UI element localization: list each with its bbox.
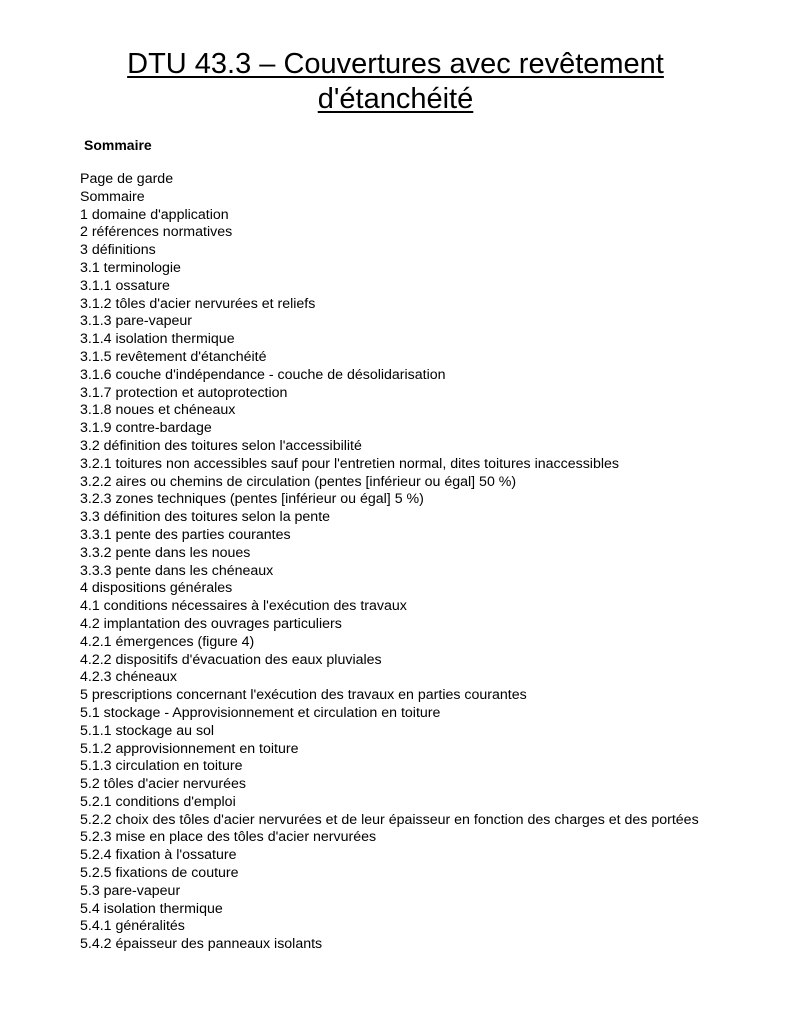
- toc-entry: Page de garde: [80, 171, 174, 187]
- toc-entry: 3.3.2 pente dans les noues: [80, 544, 251, 561]
- toc-entry: 5.2.3 mise en place des tôles d'acier nervurées: [80, 829, 377, 846]
- toc-entry: 5.4.2 épaisseur des panneaux isolants: [80, 936, 323, 953]
- toc-entry: 3.1.1 ossature: [80, 277, 170, 294]
- toc-entry: 4.2.1 émergences (figure 4): [80, 633, 255, 650]
- toc-entry: 3.1.9 contre-bardage: [80, 420, 212, 437]
- toc-entry: 5.1.2 approvisionnement en toiture: [80, 740, 299, 757]
- toc-entry: 3.3 définition des toitures selon la pente: [80, 509, 331, 526]
- toc-entry: 3.1.8 noues et chéneaux: [80, 402, 236, 419]
- toc-entry: 4.2.2 dispositifs d'évacuation des eaux pluviales: [80, 651, 382, 668]
- toc-entry: 4.2.3 chéneaux: [80, 669, 178, 686]
- toc-entry: 5.4.1 généralités: [80, 918, 185, 935]
- toc-entry: 3.2 définition des toitures selon l'accessibilité: [80, 437, 362, 454]
- toc-entry: 4 dispositions générales: [80, 580, 233, 597]
- toc-entry: 5.2.1 conditions d'emploi: [80, 793, 236, 810]
- table-of-contents: [80, 171, 730, 954]
- toc-entry: 3.1.4 isolation thermique: [80, 331, 235, 348]
- toc-entry: 5.3 pare-vapeur: [80, 882, 181, 899]
- document-title-line-2: d'étanchéité: [317, 83, 474, 115]
- toc-entry: 3.2.2 aires ou chemins de circulation (pentes [inférieur ou égal] 50 %): [80, 473, 517, 490]
- toc-entry: 3.1.6 couche d'indépendance - couche de désolidarisation: [80, 366, 446, 383]
- toc-entry: 3.3.3 pente dans les chéneaux: [80, 562, 274, 579]
- toc-entry: 2 références normatives: [80, 224, 233, 241]
- toc-entry: 3.1.2 tôles d'acier nervurées et reliefs: [80, 295, 316, 312]
- toc-entry: 3.3.1 pente des parties courantes: [80, 526, 291, 543]
- toc-entry: Sommaire: [80, 188, 145, 205]
- summary-heading: Sommaire: [84, 137, 152, 153]
- toc-entry: 3.1.3 pare-vapeur: [80, 313, 192, 330]
- toc-entry: 5 prescriptions concernant l'exécution des travaux en parties courantes: [80, 687, 527, 704]
- toc-entry: 5.2 tôles d'acier nervurées: [80, 776, 246, 793]
- toc-entry: 4.1 conditions nécessaires à l'exécution des travaux: [80, 598, 407, 615]
- toc-entry: 3.1.7 protection et autoprotection: [80, 384, 288, 401]
- toc-entry: 3.1 terminologie: [80, 259, 181, 276]
- toc-entry: 5.1.3 circulation en toiture: [80, 758, 243, 775]
- toc-entry: 4.2 implantation des ouvrages particuliers: [80, 615, 342, 632]
- toc-entry: 5.1 stockage - Approvisionnement et circulation en toiture: [80, 704, 441, 721]
- toc-entry: 5.2.5 fixations de couture: [80, 865, 239, 882]
- toc-entry: 3.1.5 revêtement d'étanchéité: [80, 348, 267, 365]
- toc-entry: 5.4 isolation thermique: [80, 900, 223, 917]
- toc-entry: 3.2.1 toitures non accessibles sauf pour l'entretien normal, dites toitures inaccessibles: [80, 455, 619, 472]
- toc-entry: 3 définitions: [80, 242, 156, 259]
- toc-entry: 5.1.1 stockage au sol: [80, 722, 215, 739]
- document-title-line-1: DTU 43.3 – Couvertures avec revêtement: [127, 48, 664, 80]
- toc-entry: 1 domaine d'application: [80, 206, 229, 223]
- toc-entry: 3.2.3 zones techniques (pentes [inférieur ou égal] 5 %): [80, 491, 424, 508]
- document-title: [0, 47, 791, 117]
- toc-entry: 5.2.4 fixation à l'ossature: [80, 847, 237, 864]
- toc-entry: 5.2.2 choix des tôles d'acier nervurées et de leur épaisseur en fonction des charges et des portées: [80, 811, 699, 828]
